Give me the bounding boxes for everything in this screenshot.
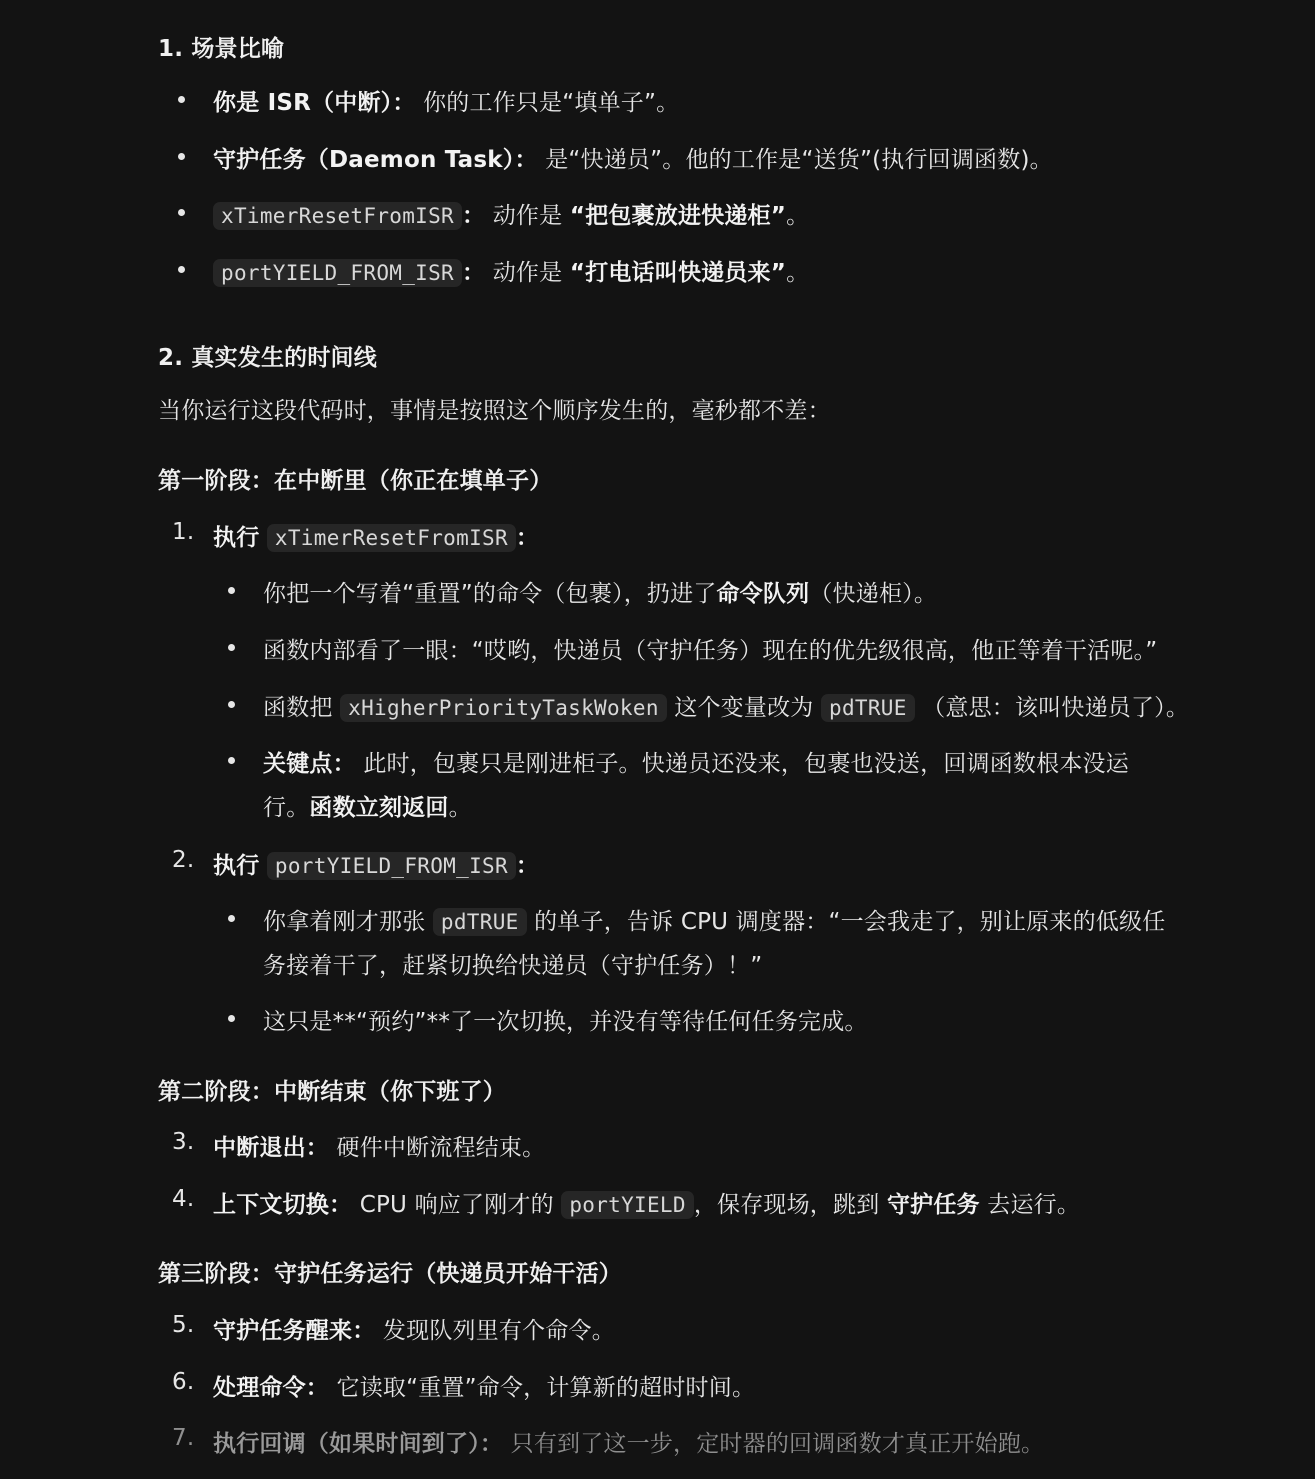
item-bold: 你是 ISR（中断）：: [213, 90, 416, 116]
inline-code: pdTRUE: [433, 908, 527, 936]
item-bold: 关键点：: [263, 751, 356, 777]
punct: 。: [786, 203, 810, 229]
item-bold: 中断退出：: [213, 1135, 329, 1161]
item-text: 硬件中断流程结束。: [336, 1135, 546, 1161]
item-text: 你把一个写着“重置”的命令（包裹），扔进了: [263, 581, 717, 607]
item-text: 动作是: [492, 260, 563, 286]
step-number: 1.: [172, 519, 195, 545]
step-label: 执行: [213, 853, 260, 879]
step-item: [213, 1369, 755, 1402]
sub-list-item: [263, 745, 1129, 778]
item-bold: “打电话叫快递员来”: [569, 260, 787, 286]
bullet-dot: [178, 209, 185, 216]
step-number: 7.: [172, 1425, 195, 1451]
item-text: 只有到了这一步，定时器的回调函数才真正开始跑。: [510, 1431, 1045, 1457]
step-item: [213, 519, 539, 552]
item-bold: 处理命令：: [213, 1375, 329, 1401]
item-text: CPU 响应了刚才的: [359, 1192, 554, 1218]
bullet-dot: [178, 153, 185, 160]
inline-code: xHigherPriorityTaskWoken: [340, 694, 667, 722]
list-item: [213, 254, 809, 287]
list-item: [213, 141, 1053, 174]
inline-code: portYIELD: [561, 1191, 694, 1219]
bullet-dot: [228, 757, 235, 764]
step-item: [213, 1425, 1044, 1458]
item-text: 的单子，告诉 CPU 调度器：“一会我走了，别让原来的低级任: [534, 909, 1166, 935]
inline-code: pdTRUE: [821, 694, 915, 722]
item-bold: 上下文切换：: [213, 1192, 353, 1218]
sub-list-item-continued: [263, 947, 762, 980]
bullet-dot: [228, 587, 235, 594]
bullet-dot: [228, 1015, 235, 1022]
item-text: （意思：该叫快递员了）。: [922, 695, 1190, 721]
item-text: 你拿着刚才那张: [263, 909, 426, 935]
item-text: 你的工作只是“填单子”。: [423, 90, 680, 116]
item-bold: “把包裹放进快递柜”: [569, 203, 787, 229]
item-text: 这只是**“预约”**了一次切换，并没有等待任何任务完成。: [263, 1009, 868, 1035]
sub-list-item: [263, 903, 1165, 936]
step-item: [213, 1312, 615, 1345]
phase-heading: 第三阶段：守护任务运行（快递员开始干活）: [158, 1261, 622, 1287]
sub-list-item-continued: [263, 789, 472, 822]
item-text: 函数把: [263, 695, 333, 721]
step-number: 5.: [172, 1312, 195, 1338]
step-item: [213, 1129, 545, 1162]
punct: 。: [448, 795, 472, 821]
item-bold: 守护任务醒来：: [213, 1318, 376, 1344]
inline-code: portYIELD_FROM_ISR: [267, 852, 516, 880]
item-text: 发现队列里有个命令。: [382, 1318, 615, 1344]
item-bold: 执行回调（如果时间到了）：: [213, 1431, 504, 1457]
sub-list-item: [263, 575, 937, 608]
step-number: 2.: [172, 847, 195, 873]
step-label: 执行: [213, 525, 260, 551]
step-number: 4.: [172, 1186, 195, 1212]
punct: 。: [786, 260, 810, 286]
inline-code: xTimerResetFromISR: [213, 202, 462, 230]
item-text: 函数内部看了一眼：“哎哟，快递员（守护任务）现在的优先级很高，他正等着干活呢。”: [263, 638, 1158, 664]
sub-list-item: [263, 689, 1189, 722]
item-text: 它读取“重置”命令，计算新的超时时间。: [336, 1375, 756, 1401]
bullet-dot: [228, 915, 235, 922]
phase-heading: 第二阶段：中断结束（你下班了）: [158, 1079, 506, 1105]
colon: ：: [461, 260, 486, 286]
bullet-dot: [228, 701, 235, 708]
list-item: [213, 197, 809, 230]
section-heading: 2. 真实发生的时间线: [158, 345, 377, 371]
step-item: [213, 847, 539, 880]
phase-heading: 第一阶段：在中断里（你正在填单子）: [158, 468, 553, 494]
inline-code: portYIELD_FROM_ISR: [213, 259, 462, 287]
item-bold: 守护任务: [886, 1192, 980, 1218]
item-bold: 函数立刻返回: [309, 795, 449, 821]
list-item: [213, 84, 679, 117]
item-text: 这个变量改为: [674, 695, 814, 721]
colon: ：: [461, 203, 486, 229]
colon: ：: [515, 525, 540, 551]
item-bold: 守护任务（Daemon Task）：: [213, 147, 538, 173]
item-text: 是“快递员”。他的工作是“送货”(执行回调函数)。: [545, 147, 1053, 173]
item-text: 行。: [263, 795, 310, 821]
item-text: ，保存现场，跳到: [693, 1192, 880, 1218]
item-bold: 命令队列: [716, 581, 810, 607]
section-heading: 1. 场景比喻: [158, 36, 285, 62]
paragraph: 当你运行这段代码时，事情是按照这个顺序发生的，毫秒都不差：: [158, 398, 831, 424]
item-text: 去运行。: [987, 1192, 1081, 1218]
bullet-dot: [178, 266, 185, 273]
step-number: 3.: [172, 1129, 195, 1155]
step-item: [213, 1186, 1080, 1219]
item-text: （快递柜）。: [809, 581, 938, 607]
bullet-dot: [228, 644, 235, 651]
inline-code: xTimerResetFromISR: [267, 524, 516, 552]
sub-list-item: [263, 1003, 868, 1036]
item-text: 动作是: [492, 203, 563, 229]
item-text: 此时，包裹只是刚进柜子。快递员还没来，包裹也没送，回调函数根本没运: [363, 751, 1129, 777]
sub-list-item: [263, 632, 1157, 665]
bullet-dot: [178, 96, 185, 103]
item-text: 务接着干了，赶紧切换给快递员（守护任务）！”: [263, 953, 763, 979]
colon: ：: [515, 853, 540, 879]
step-number: 6.: [172, 1369, 195, 1395]
